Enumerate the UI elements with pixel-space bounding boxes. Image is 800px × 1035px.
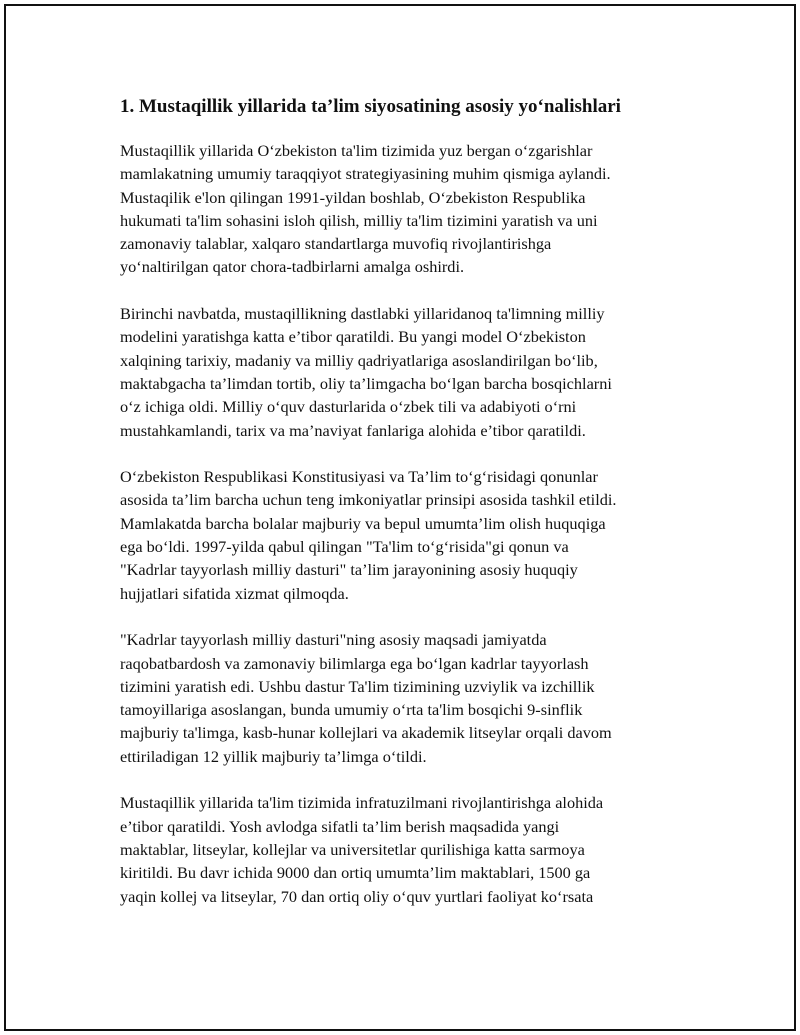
text-line: ega bo‘ldi. 1997-yilda qabul qilingan "Ta'lim to‘g‘risida"gi qonun va <box>120 537 569 557</box>
text-line: Mustaqilik e'lon qilingan 1991-yildan boshlab, O‘zbekiston Respublika <box>120 187 586 207</box>
text-line: ettiriladigan 12 yillik majburiy ta’limga o‘tildi. <box>120 746 427 766</box>
document-page <box>4 4 796 1031</box>
text-line: tizimini yaratish edi. Ushbu dastur Ta'lim tizimining uzviylik va izchillik <box>120 676 595 696</box>
paragraph-1 <box>120 139 700 279</box>
text-line: zamonaviy talablar, xalqaro standartlarga muvofiq rivojlantirishga <box>120 234 552 254</box>
text-line: modelini yaratishga katta e’tibor qaratildi. Bu yangi model O‘zbekiston <box>120 327 586 347</box>
page-content <box>120 94 700 931</box>
text-line: raqobatbardosh va zamonaviy bilimlarga ega bo‘lgan kadrlar tayyorlash <box>120 653 589 673</box>
text-line: e’tibor qaratildi. Yosh avlodga sifatli ta’lim berish maqsadida yangi <box>120 816 560 836</box>
text-line: "Kadrlar tayyorlash milliy dasturi" ta’lim jarayonining asosiy huquqiy <box>120 560 578 580</box>
text-line: majburiy ta'limga, kasb-hunar kollejlari va akademik litseylar orqali davom <box>120 723 612 743</box>
text-line: xalqining tarixiy, madaniy va milliy qadriyatlariga asoslandirilgan bo‘lib, <box>120 350 598 370</box>
page-title: 1. Mustaqillik yillarida ta’lim siyosatining asosiy yo‘nalishlari <box>120 96 621 117</box>
text-line: "Kadrlar tayyorlash milliy dasturi"ning asosiy maqsadi jamiyatda <box>120 630 547 650</box>
text-line: o‘z ichiga oldi. Milliy o‘quv dasturlarida o‘zbek tili va adabiyoti o‘rni <box>120 397 577 417</box>
text-line: hukumati ta'lim sohasini isloh qilish, milliy ta'lim tizimini yaratish va uni <box>120 210 598 230</box>
text-line: O‘zbekiston Respublikasi Konstitusiyasi va Ta’lim to‘g‘risidagi qonunlar <box>120 467 598 487</box>
text-line: kiritildi. Bu davr ichida 9000 dan ortiq umumta’lim maktablari, 1500 ga <box>120 863 591 883</box>
paragraph-5 <box>120 791 700 907</box>
text-line: Mustaqillik yillarida ta'lim tizimida infratuzilmani rivojlantirishga alohida <box>120 793 604 813</box>
text-line: Mamlakatda barcha bolalar majburiy va bepul umumta’lim olish huquqiga <box>120 513 606 533</box>
paragraph-4 <box>120 628 700 768</box>
text-line: mustahkamlandi, tarix va ma’naviyat fanlariga alohida e’tibor qaratildi. <box>120 420 586 440</box>
text-line: mamlakatning umumiy taraqqiyot strategiyasining muhim qismiga aylandi. <box>120 164 611 184</box>
text-line: maktabgacha ta’limdan tortib, oliy ta’limgacha bo‘lgan barcha bosqichlarni <box>120 373 612 393</box>
text-line: yo‘naltirilgan qator chora-tadbirlarni amalga oshirdi. <box>120 257 465 277</box>
text-line: Birinchi navbatda, mustaqillikning dastlabki yillaridanoq ta'limning milliy <box>120 304 605 324</box>
text-line: maktablar, litseylar, kollejlar va universitetlar qurilishiga katta sarmoya <box>120 839 585 859</box>
text-line: yaqin kollej va litseylar, 70 dan ortiq oliy o‘quv yurtlari faoliyat ko‘rsata <box>120 886 594 906</box>
text-line: tamoyillariga asoslangan, bunda umumiy o‘rta ta'lim bosqichi 9-sinflik <box>120 700 583 720</box>
text-line: hujjatlari sifatida xizmat qilmoqda. <box>120 583 349 603</box>
text-line: Mustaqillik yillarida O‘zbekiston ta'lim tizimida yuz bergan o‘zgarishlar <box>120 141 593 160</box>
text-line: asosida ta’lim barcha uchun teng imkoniyatlar prinsipi asosida tashkil etildi. <box>120 490 617 510</box>
paragraph-2 <box>120 302 700 442</box>
paragraph-3 <box>120 465 700 605</box>
